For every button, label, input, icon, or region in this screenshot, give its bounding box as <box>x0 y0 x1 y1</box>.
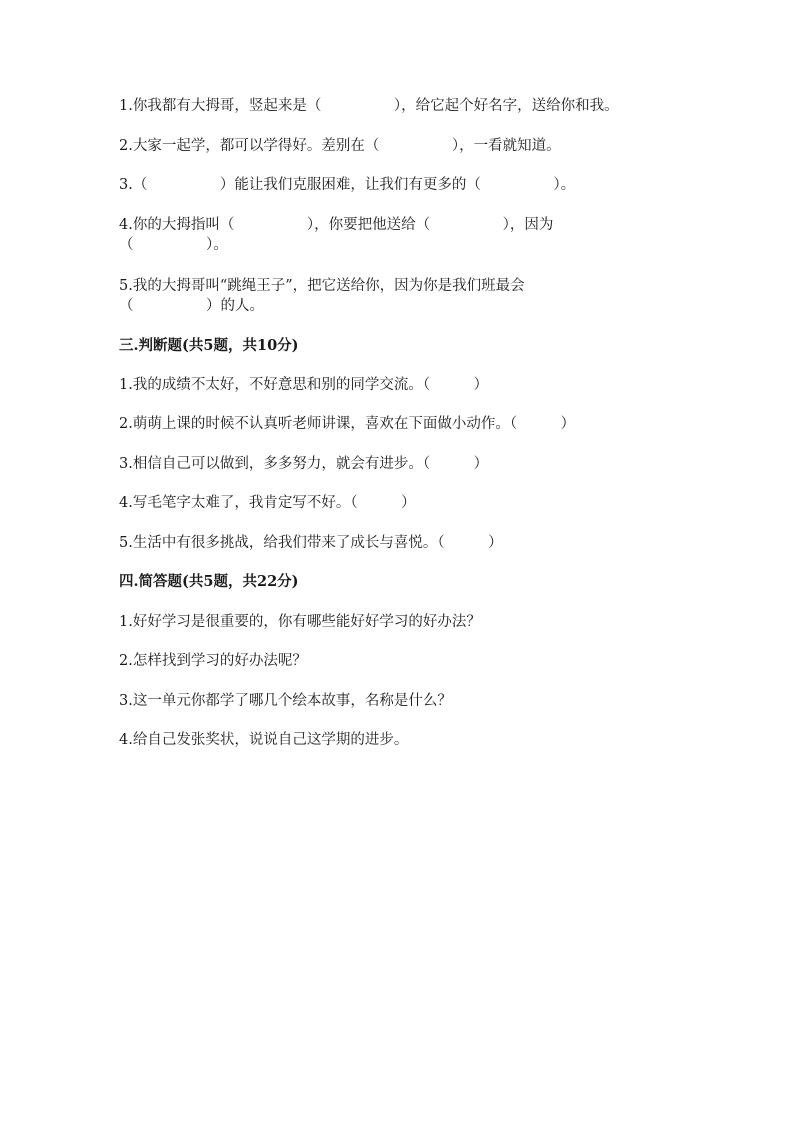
section-3-heading: 三.判断题(共5题，共10分) <box>119 337 299 354</box>
judge-item-5: 5.生活中有很多挑战，给我们带来了成长与喜悦。（ ） <box>119 535 503 551</box>
fill-in-item-2: 2.大家一起学，都可以学得好。差别在（ ），一看就知道。 <box>119 138 561 154</box>
short-answer-item-3: 3.这一单元你都学了哪几个绘本故事，名称是什么？ <box>119 693 452 709</box>
fill-in-item-4-line-1: 4.你的大拇指叫（ ），你要把他送给（ ），因为 <box>119 217 554 233</box>
short-answer-item-2: 2.怎样找到学习的好办法呢？ <box>119 653 307 669</box>
fill-in-item-3: 3.（ ）能让我们克服困难，让我们有更多的（ ）。 <box>119 177 576 193</box>
section-4-heading: 四.简答题(共5题，共22分) <box>119 573 299 590</box>
judge-item-1: 1.我的成绩不太好，不好意思和别的同学交流。（ ） <box>119 377 489 393</box>
short-answer-item-1: 1.好好学习是很重要的，你有哪些能好好学习的好办法？ <box>119 614 481 630</box>
fill-in-item-5-line-2: （ ）的人。 <box>119 298 264 314</box>
fill-in-item-4-line-2: （ ）。 <box>119 237 228 253</box>
fill-in-item-1: 1.你我都有大拇哥，竖起来是（ ），给它起个好名字，送给你和我。 <box>119 98 619 114</box>
short-answer-item-4: 4.给自己发张奖状，说说自己这学期的进步。 <box>119 732 409 748</box>
fill-in-item-5-line-1: 5.我的大拇哥叫“跳绳王子”，把它送给你，因为你是我们班最会 <box>119 278 525 294</box>
judge-item-4: 4.写毛笔字太难了，我肯定写不好。（ ） <box>119 495 416 511</box>
judge-item-2: 2.萌萌上课的时候不认真听老师讲课，喜欢在下面做小动作。（ ） <box>119 416 576 432</box>
judge-item-3: 3.相信自己可以做到，多多努力，就会有进步。（ ） <box>119 456 489 472</box>
